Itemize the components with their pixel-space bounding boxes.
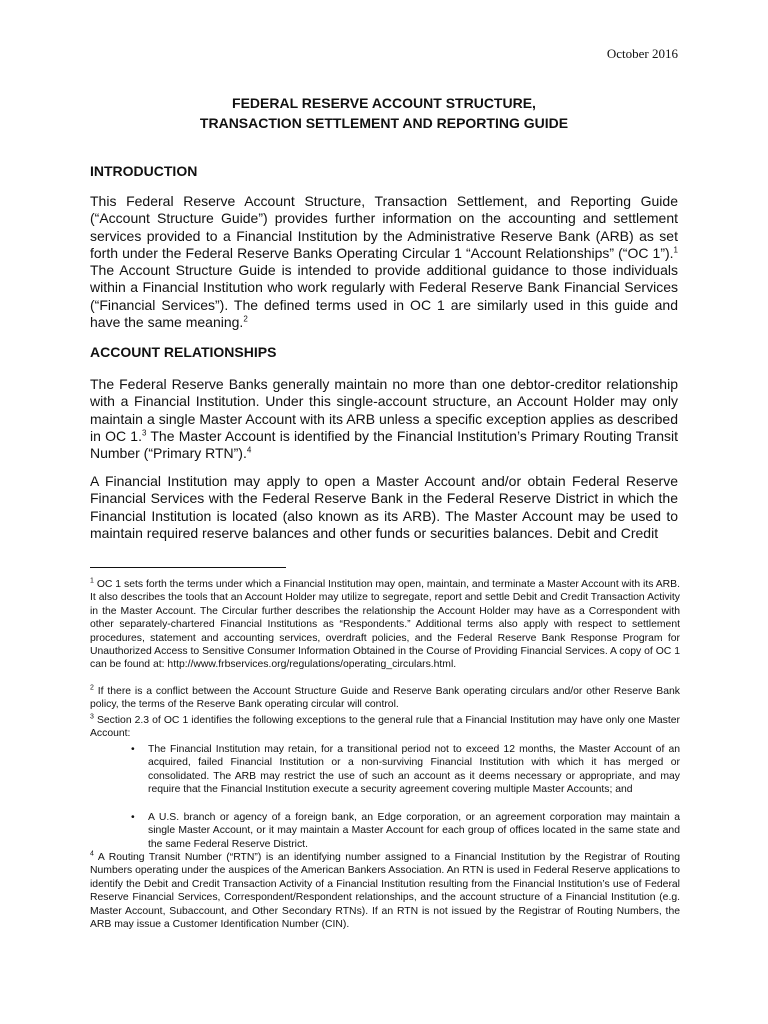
footnote-ref-2: 2: [243, 314, 248, 324]
bullet-2-text: A U.S. branch or agency of a foreign bank, an Edge corporation, or an agreement corporation may maintain a single Master Account, or it may maintain a Master Account for each group of offices located in the same state and the same Federal Reserve District.: [148, 812, 680, 850]
footnote-3-bullet-1: [131, 743, 680, 797]
footnote-3-number: 3: [90, 713, 94, 721]
document-date: October 2016: [606, 46, 678, 61]
introduction-paragraph: [90, 193, 678, 331]
section-heading-introduction: INTRODUCTION: [90, 163, 198, 179]
intro-text-1: This Federal Reserve Account Structure, Transaction Settlement, and Reporting Guide (“Account Structure Guide”) provides further information on the accounting and settlement services provided to a Financial Institution by the Administrative Reserve Bank (ARB) as set forth under the Federal Reserve Banks Operating Circular 1 “Account Relationships” (“OC 1”).: [90, 193, 678, 261]
bullet-icon: •: [131, 812, 135, 823]
bullet-1-text: The Financial Institution may retain, for a transitional period not to exceed 12 months, the Master Account of an acquired, failed Financial Institution or a non-surviving Financial Institution with which it has merged or consolidated. The ARB may restrict the use of such an account as it deems necessary or appropriate, and may require that the Financial Institution execute a security agreement covering multiple Master Accounts; and: [148, 744, 680, 796]
account-relationships-paragraph-1: [90, 376, 678, 462]
footnote-1-number: 1: [90, 577, 94, 585]
footnote-1-text: OC 1 sets forth the terms under which a Financial Institution may open, maintain, and terminate a Master Account with its ARB. It also describes the tools that an Account Holder may utilize to segregate, report and settle Debit and Credit Transaction Activity in the Master Account. The Circular further describes the relationship the Account Holder may have as a Correspondent with other separately-chartered Financial Institutions as “Respondents.” Additional terms also apply with respect to settlement procedures, statement and accounting services, overdraft policies, and the Federal Reserve Bank Response Program for Unauthorized Access to Sensitive Consumer Information Obtained in the Course of Providing Financial Services. A copy of OC 1 can be found at: http://www.frbservices.org/regulations/operating_circulars.html.: [90, 579, 680, 671]
footnote-4-number: 4: [90, 850, 94, 858]
account-relationships-paragraph-2: A Financial Institution may apply to open a Master Account and/or obtain Federal Reserve Financial Services with the Federal Reserve Bank in the Federal Reserve District in which the Financial Institution is located (also known as its ARB). The Master Account may be used to maintain required reserve balances and other funds or securities balances. Debit and Credit: [90, 473, 678, 541]
footnote-separator: [90, 567, 286, 568]
footnote-2: [90, 685, 680, 712]
footnote-4: [90, 851, 680, 931]
footnote-ref-4: 4: [246, 445, 252, 455]
section-heading-account-relationships: ACCOUNT RELATIONSHIPS: [90, 344, 277, 360]
bullet-icon: •: [131, 744, 135, 755]
ar-text-2: The Master Account is identified by the Financial Institution’s Primary Routing Transit Number (“Primary RTN”).: [90, 427, 679, 462]
footnote-4-text: A Routing Transit Number (“RTN”) is an identifying number assigned to a Financial Institution by the Registrar of Routing Numbers operating under the auspices of the American Bankers Association. An RTN is used in Federal Reserve applications to identify the Debit and Credit Transaction Activity of a Financial Institution resulting from the Financial Institution’s use of Federal Reserve Financial Services, Correspondent/Respondent relationships, and the account structure of a Financial Institution (e.g. Master Account, Subaccount, and Other Secondary RTNs). If an RTN is not issued by the Registrar of Routing Numbers, the ARB may issue a Customer Identification Number (CIN).: [90, 852, 680, 931]
footnote-ref-1: 1: [673, 245, 678, 255]
intro-text-2: The Account Structure Guide is intended to provide additional guidance to those individuals within a Financial Institution who work regularly with Federal Reserve Bank Financial Services (“Financial Services”). The defined terms used in OC 1 are similarly used in this guide and have the same meaning.: [90, 262, 678, 331]
title-line-2: TRANSACTION SETTLEMENT AND REPORTING GUIDE: [199, 115, 569, 131]
title-line-1: FEDERAL RESERVE ACCOUNT STRUCTURE,: [232, 95, 536, 111]
footnote-3-text: Section 2.3 of OC 1 identifies the following exceptions to the general rule that a Financial Institution may have only one Master Account:: [90, 715, 680, 740]
footnote-2-number: 2: [90, 684, 94, 692]
footnote-1: [90, 578, 680, 672]
footnote-2-text: If there is a conflict between the Account Structure Guide and Reserve Bank operating circulars and/or other Reserve Bank policy, the terms of the Reserve Bank operating circular will control.: [90, 686, 680, 711]
document-title: [0, 93, 768, 133]
footnote-3-bullet-2: [131, 811, 680, 851]
ar-text-1: The Federal Reserve Banks generally maintain no more than one debtor-creditor relationship with a Financial Institution. Under this single-account structure, an Account Holder may only maintain a single Master Account with its ARB unless a specific exception applies as described in OC 1.: [90, 376, 678, 444]
footnote-ref-3: 3: [141, 428, 147, 438]
footnote-3: [90, 714, 680, 741]
